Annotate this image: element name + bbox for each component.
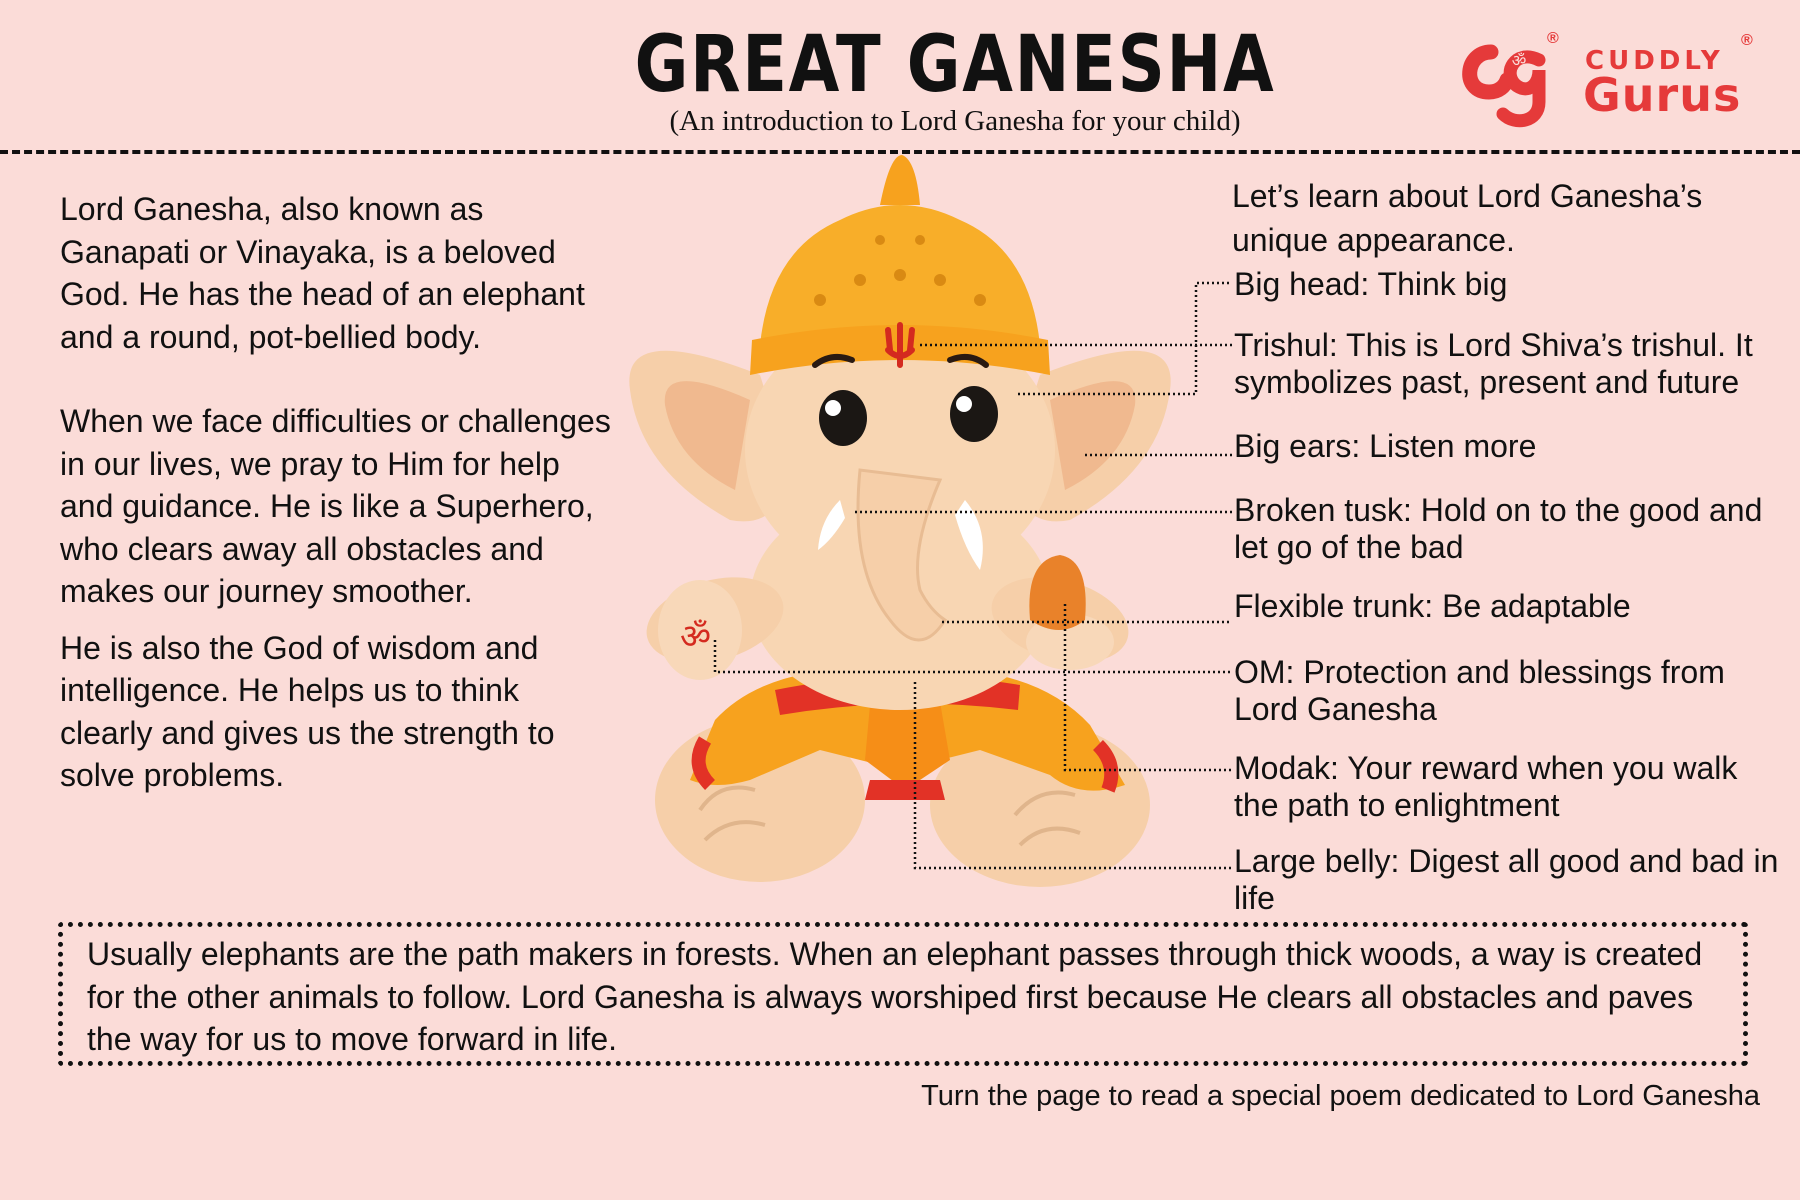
intro-paragraph-3: He is also the God of wisdom and intelligence. He helps us to think clearly and gives us the strength to solve problems.	[60, 629, 555, 793]
note-box	[58, 922, 1748, 1066]
note-text: Usually elephants are the path makers in forests. When an elephant passes through thick woods, a way is created for the other animals to follow. Lord Ganesha is always worshiped first because He clears all obstacles and paves the way for us to move forward in life.	[87, 936, 1703, 1057]
cuddly-gurus-logo-icon	[1455, 30, 1550, 130]
intro-paragraph-1: Lord Ganesha, also known as Ganapati or Vinayaka, is a beloved God. He has the head of an elephant and a round, pot-bellied body.	[60, 191, 585, 355]
appearance-intro: Let’s learn about Lord Ganesha’s unique appearance.	[1232, 178, 1703, 258]
registered-mark: ®	[1547, 30, 1559, 47]
registered-mark-2: ®	[1741, 32, 1753, 49]
feature-large-belly: Large belly: Digest all good and bad in life	[1234, 843, 1779, 916]
intro-text	[60, 188, 620, 797]
feature-modak: Modak: Your reward when you walk the path to enlightment	[1234, 750, 1738, 823]
feature-trishul: Trishul: This is Lord Shiva’s trishul. It symbolizes past, present and future	[1234, 327, 1753, 400]
feature-flexible-trunk: Flexible trunk: Be adaptable	[1234, 588, 1631, 624]
ganesha-plush-icon	[620, 150, 1180, 890]
svg-text:ॐ: ॐ	[1511, 51, 1527, 70]
feature-big-head: Big head: Think big	[1234, 266, 1508, 302]
page-subtitle: (An introduction to Lord Ganesha for your child)	[669, 105, 1241, 137]
logo-word-gurus: Gurus	[1583, 68, 1742, 122]
feature-big-ears: Big ears: Listen more	[1234, 428, 1537, 464]
footer-text: Turn the page to read a special poem dedicated to Lord Ganesha	[921, 1080, 1760, 1112]
page-title: GREAT GANESHA	[634, 20, 1276, 110]
svg-text:ॐ: ॐ	[680, 617, 712, 657]
logo-word-cuddly: CUDDLY	[1585, 46, 1724, 76]
feature-om: OM: Protection and blessings from Lord Ganesha	[1234, 654, 1725, 727]
intro-paragraph-2: When we face difficulties or challenges in our lives, we pray to Him for help and guidance. He is like a Superhero, who clears away all obstacles and makes our journey smoother.	[60, 403, 611, 609]
brand-logo	[1455, 30, 1755, 130]
feature-broken-tusk: Broken tusk: Hold on to the good and let go of the bad	[1234, 492, 1763, 565]
